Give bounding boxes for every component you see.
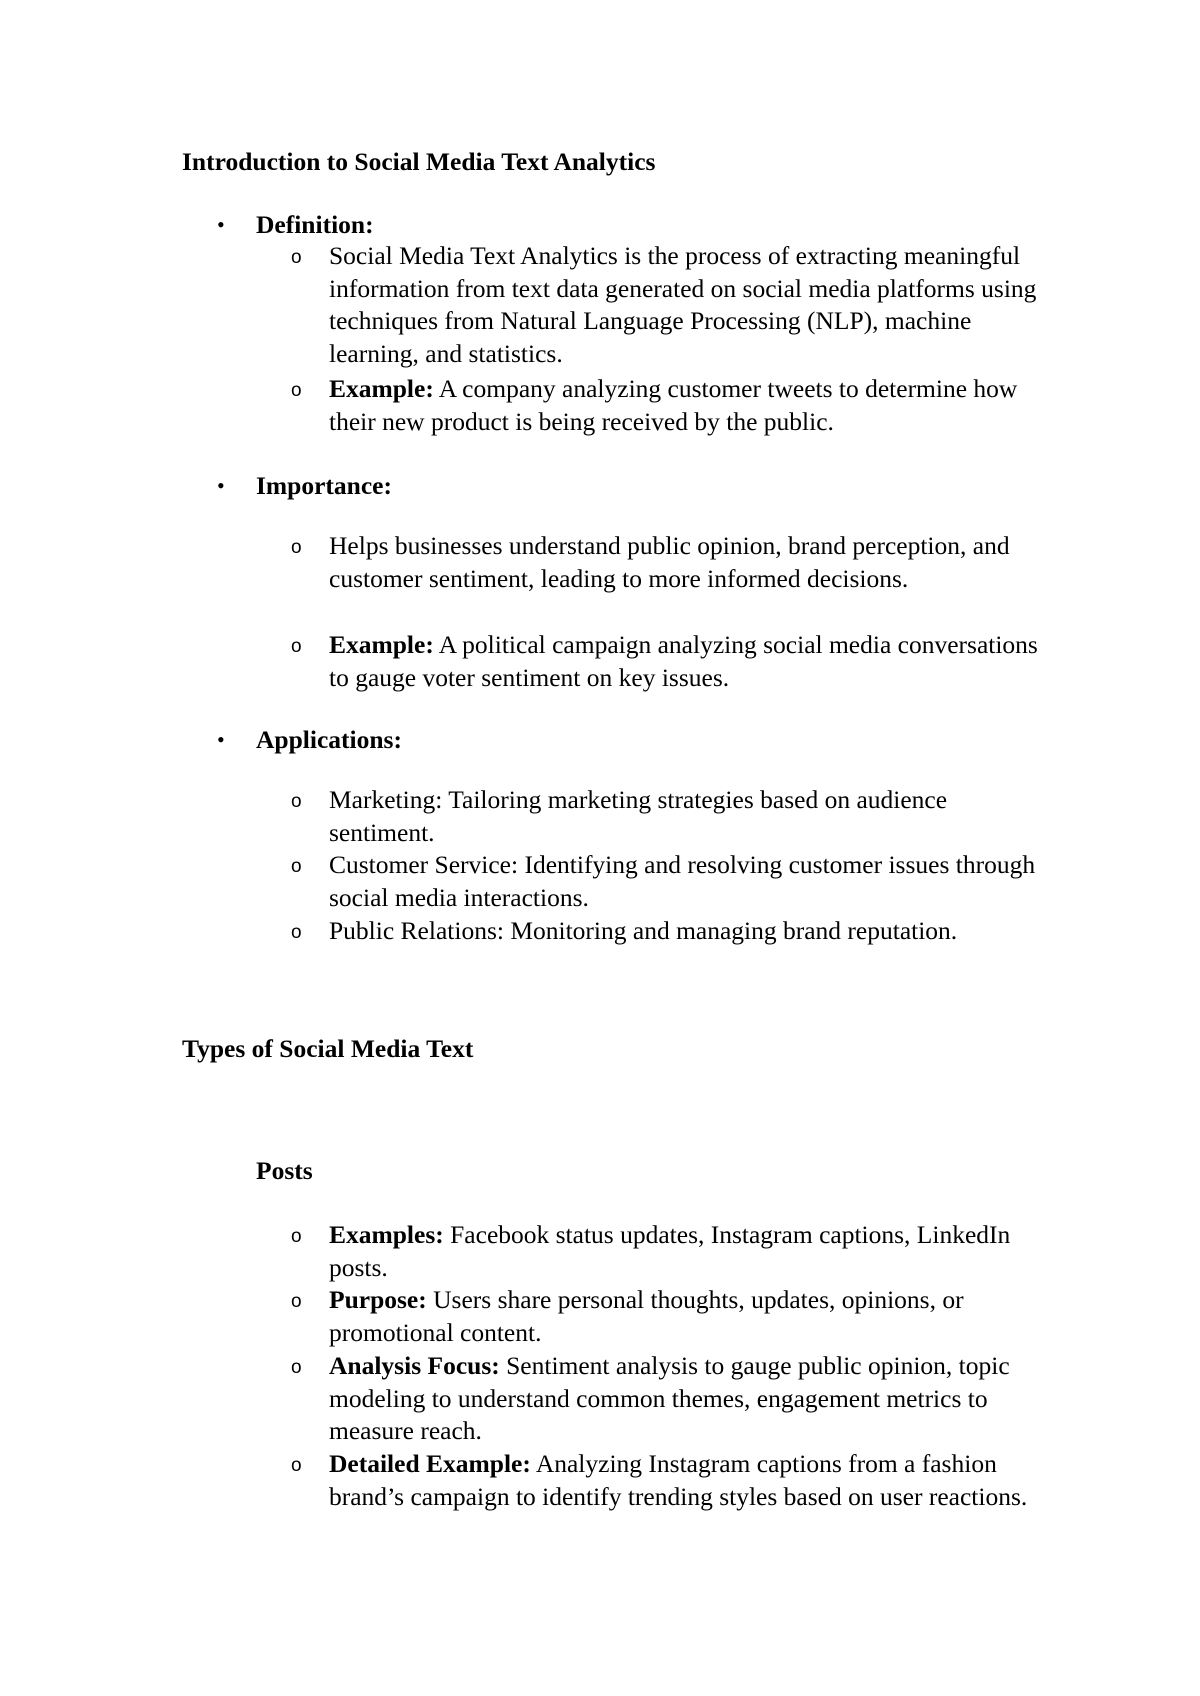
analysis-focus-label: Analysis Focus:	[329, 1351, 500, 1380]
importance-example	[329, 629, 1049, 694]
definition-example	[329, 373, 1049, 438]
bullet-label-applications: Applications:	[256, 725, 402, 754]
example-text: A company analyzing customer tweets to determine how their new product is being received by the public.	[329, 374, 1018, 436]
bullet-dot-icon: •	[217, 212, 225, 237]
sub-bullet-icon: o	[291, 247, 302, 268]
sub-bullet-icon: o	[291, 1357, 302, 1378]
sub-bullet-icon: o	[291, 856, 302, 877]
application-item-customer-service: Customer Service: Identifying and resolving customer issues through social media interactions.	[329, 850, 1036, 912]
application-item-public-relations: Public Relations: Monitoring and managing brand reputation.	[329, 916, 958, 945]
posts-purpose	[329, 1284, 1049, 1349]
posts-analysis-focus	[329, 1350, 1049, 1448]
bullet-dot-icon: •	[217, 473, 225, 498]
sub-bullet-icon: o	[291, 1226, 302, 1247]
examples-text: Facebook status updates, Instagram captions, LinkedIn posts.	[329, 1220, 1011, 1282]
application-item-marketing: Marketing: Tailoring marketing strategies based on audience sentiment.	[329, 785, 948, 847]
section-heading-types: Types of Social Media Text	[182, 1034, 474, 1063]
sub-bullet-icon: o	[291, 791, 302, 812]
sub-bullet-icon: o	[291, 537, 302, 558]
sub-bullet-icon: o	[291, 380, 302, 401]
bullet-label-importance: Importance:	[256, 471, 392, 500]
example-label: Example:	[329, 374, 434, 403]
sub-bullet-icon: o	[291, 636, 302, 657]
importance-text: Helps businesses understand public opinion, brand perception, and customer sentiment, leading to more informed decisions.	[329, 531, 1010, 593]
posts-examples	[329, 1219, 1049, 1284]
posts-detailed-example	[329, 1448, 1049, 1513]
sub-bullet-icon: o	[291, 922, 302, 943]
purpose-text: Users share personal thoughts, updates, opinions, or promotional content.	[329, 1285, 964, 1347]
analysis-focus-text: Sentiment analysis to gauge public opinion, topic modeling to understand common themes, engagement metrics to measure reach.	[329, 1351, 1010, 1445]
subsection-heading-posts: Posts	[256, 1156, 313, 1185]
sub-bullet-icon: o	[291, 1291, 302, 1312]
sub-bullet-icon: o	[291, 1455, 302, 1476]
example-label: Example:	[329, 630, 434, 659]
bullet-dot-icon: •	[217, 727, 225, 752]
bullet-label-definition: Definition:	[256, 210, 374, 239]
section-heading-intro: Introduction to Social Media Text Analytics	[182, 147, 656, 176]
definition-text: Social Media Text Analytics is the process of extracting meaningful information from text data generated on social media platforms using techniques from Natural Language Processing (NLP), machine learning, and statistics.	[329, 241, 1037, 368]
detailed-example-label: Detailed Example:	[329, 1449, 531, 1478]
purpose-label: Purpose:	[329, 1285, 427, 1314]
detailed-example-text: Analyzing Instagram captions from a fashion brand’s campaign to identify trending styles based on user reactions.	[329, 1449, 1028, 1511]
examples-label: Examples:	[329, 1220, 444, 1249]
example-text: A political campaign analyzing social media conversations to gauge voter sentiment on key issues.	[329, 630, 1038, 692]
